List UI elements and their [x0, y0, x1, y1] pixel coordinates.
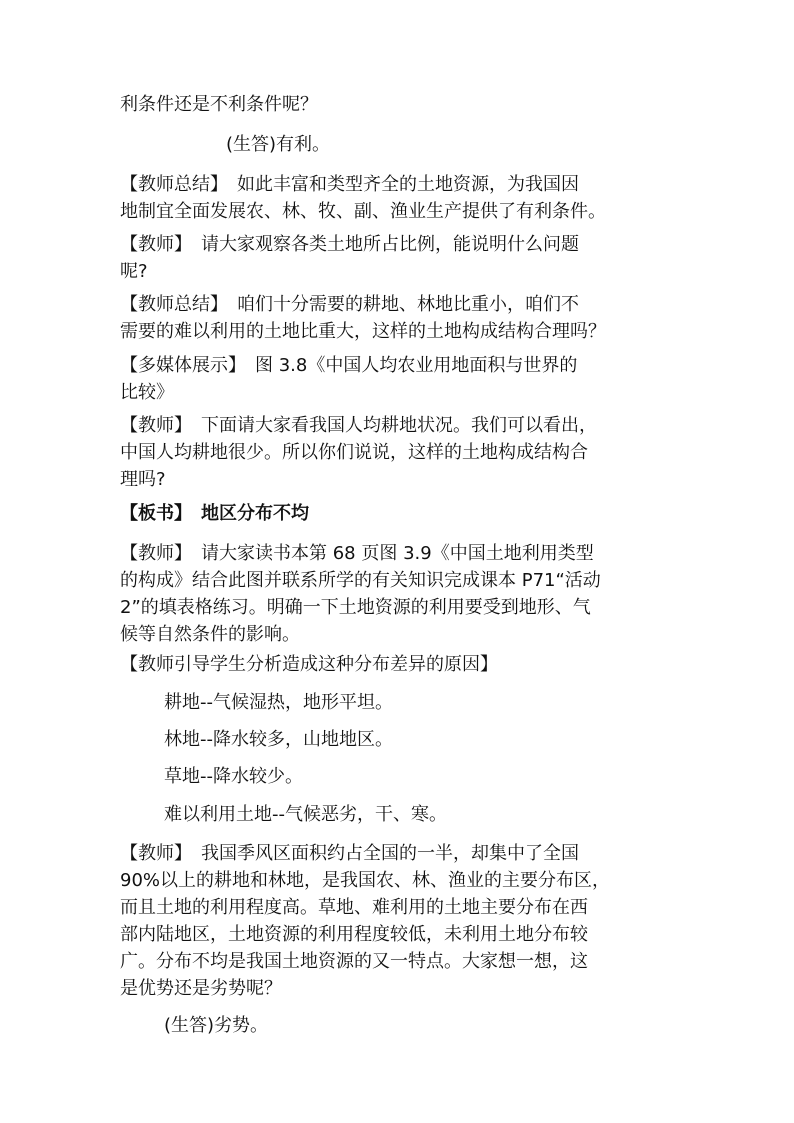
text-line: 【教师引导学生分析造成这种分布差异的原因】 [120, 654, 498, 675]
text-line: 【教师总结】 如此丰富和类型齐全的土地资源，为我国因 [120, 174, 579, 195]
teacher-observe [120, 231, 680, 285]
text-line: 的构成》结合此图并联系所学的有关知识完成课本 P71“活动 [120, 570, 601, 591]
text-line: (生答)有利。 [226, 134, 331, 155]
text-line: 地制宜全面发展农、林、牧、副、渔业生产提供了有利条件。 [120, 201, 606, 222]
text-line: 【教师】 我国季风区面积约占全国的一半，却集中了全国 [120, 843, 579, 864]
text-line: 林地--降水较多，山地地区。 [164, 729, 393, 750]
text-line: 【多媒体展示】 图 3.8《中国人均农业用地面积与世界的 [120, 355, 578, 376]
teacher-monsoon [120, 840, 680, 1002]
text-line: 需要的难以利用的土地比重大，这样的土地构成结构合理吗？ [120, 321, 606, 342]
text-line: 部内陆地区，土地资源的利用程度较低，未利用土地分布较 [120, 924, 588, 945]
student-answer-favorable [226, 131, 786, 158]
text-line: 呢? [120, 261, 148, 282]
text-line: 候等自然条件的影响。 [120, 624, 300, 645]
list-item-farmland [164, 689, 724, 716]
teacher-summary-1 [120, 171, 680, 225]
text-line: (生答)劣势。 [164, 1015, 269, 1036]
text-line: 广。分布不均是我国土地资源的又一特点。大家想一想，这 [120, 951, 588, 972]
teacher-summary-2 [120, 291, 680, 345]
text-line: 耕地--气候湿热，地形平坦。 [164, 692, 393, 713]
multimedia-display [120, 352, 680, 406]
text-line: 2”的填表格练习。明确一下土地资源的利用要受到地形、气 [120, 597, 591, 618]
text-line: 90%以上的耕地和林地，是我国农、林、渔业的主要分布区， [120, 870, 611, 891]
text-line: 【板书】 地区分布不均 [120, 503, 309, 524]
teacher-reading [120, 540, 680, 648]
text-line: 中国人均耕地很少。所以你们说说，这样的土地构成结构合 [120, 442, 588, 463]
paragraph-question-continuation [120, 91, 680, 118]
text-line: 草地--降水较少。 [164, 766, 303, 787]
text-line: 难以利用土地--气候恶劣，干、寒。 [164, 804, 447, 825]
text-line: 理吗? [120, 469, 166, 490]
list-item-unusable [164, 801, 724, 828]
text-line: 【教师】 请大家观察各类土地所占比例，能说明什么问题 [120, 234, 579, 255]
text-line: 而且土地的利用程度高。草地、难利用的土地主要分布在西 [120, 897, 588, 918]
teacher-farmland [120, 412, 680, 493]
text-line: 【教师总结】 咱们十分需要的耕地、林地比重小，咱们不 [120, 294, 579, 315]
text-line: 是优势还是劣势呢？ [120, 978, 282, 999]
text-line: 【教师】 请大家读书本第 68 页图 3.9《中国土地利用类型 [120, 543, 594, 564]
student-answer-disadvantage [164, 1012, 724, 1039]
blackboard-heading [120, 500, 680, 527]
text-line: 利条件还是不利条件呢？ [120, 94, 318, 115]
list-item-grassland [164, 763, 724, 790]
text-line: 比较》 [120, 382, 174, 403]
list-item-forest [164, 726, 724, 753]
text-line: 【教师】 下面请大家看我国人均耕地状况。我们可以看出， [120, 415, 597, 436]
teacher-guide [120, 651, 680, 678]
